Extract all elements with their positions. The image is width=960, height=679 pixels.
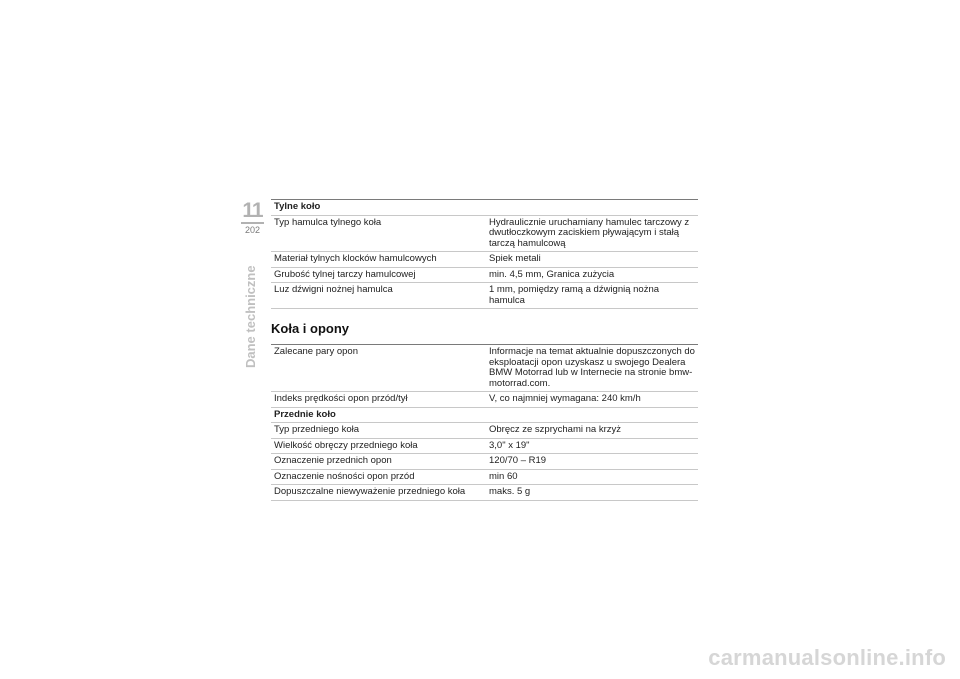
spec-label: Wielkość obręczy przedniego koła [271, 438, 486, 454]
spec-label: Indeks prędkości opon przód/tył [271, 392, 486, 408]
table-row [271, 454, 698, 470]
spec-value: V, co najmniej wymagana: 240 km/h [486, 392, 698, 408]
chapter-title: Dane techniczne [243, 265, 258, 368]
spec-value: Spiek metali [486, 252, 698, 268]
table-header-row [271, 200, 698, 216]
table-row [271, 252, 698, 268]
table-row [271, 423, 698, 439]
spec-value: Obręcz ze szprychami na krzyż [486, 423, 698, 439]
chapter-badge [241, 200, 264, 236]
table-row [271, 392, 698, 408]
spec-label: Materiał tylnych klocków hamulcowych [271, 252, 486, 268]
spec-label: Dopuszczalne niewyważenie przedniego koła [271, 485, 486, 501]
spec-value: min. 4,5 mm, Granica zużycia [486, 267, 698, 283]
spec-value: 1 mm, pomiędzy ramą a dźwignią nożna hamulca [486, 283, 698, 309]
spec-label: Oznaczenie przednich opon [271, 454, 486, 470]
spec-value: 3,0" x 19" [486, 438, 698, 454]
spec-content [271, 199, 698, 501]
table-row [271, 267, 698, 283]
front-wheel-heading: Przednie koło [271, 407, 698, 423]
spec-label: Typ hamulca tylnego koła [271, 215, 486, 252]
chapter-number: 11 [242, 199, 263, 222]
spec-label: Luz dźwigni nożnej hamulca [271, 283, 486, 309]
spec-label: Zalecane pary opon [271, 345, 486, 392]
spec-label: Oznaczenie nośności opon przód [271, 469, 486, 485]
wheels-tires-table [271, 344, 698, 501]
table-row [271, 469, 698, 485]
spec-value: Hydraulicznie uruchamiany hamulec tarczowy z dwutłoczkowym zaciskiem pływającym i stałą tarczą hamulcową [486, 215, 698, 252]
watermark: carmanualsonline.info [708, 645, 946, 670]
spec-value: Informacje na temat aktualnie dopuszczonych do eksploatacji opon uzyskasz u swojego Dealera BMW Motorrad lub w Internecie na stronie bmw-motorrad.com. [486, 345, 698, 392]
chapter-divider [241, 222, 264, 224]
table-row [271, 345, 698, 392]
table-row [271, 283, 698, 309]
table-subheader-row [271, 407, 698, 423]
rear-wheel-heading: Tylne koło [271, 200, 698, 216]
rear-wheel-table [271, 199, 698, 309]
spec-label: Typ przedniego koła [271, 423, 486, 439]
table-row [271, 215, 698, 252]
table-row [271, 438, 698, 454]
spec-value: 120/70 – R19 [486, 454, 698, 470]
section-heading: Koła i opony [271, 321, 349, 336]
spec-label: Grubość tylnej tarczy hamulcowej [271, 267, 486, 283]
spec-value: min 60 [486, 469, 698, 485]
page-number: 202 [244, 225, 261, 235]
spec-value: maks. 5 g [486, 485, 698, 501]
table-row [271, 485, 698, 501]
